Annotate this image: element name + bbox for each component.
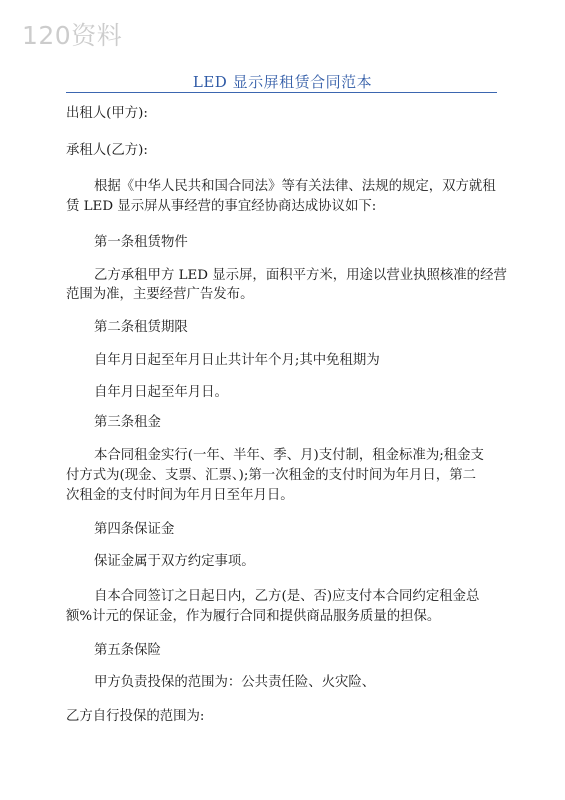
- article-1-line-2: 范围为准，主要经营广告发布。: [66, 287, 254, 302]
- title-underline: [66, 92, 497, 93]
- article-2-line-1: 自年月日起至年月日止共计年个月;其中免租期为: [94, 353, 380, 368]
- article-4-line-3: 额%计元的保证金，作为履行合同和提供商品服务质量的担保。: [66, 609, 441, 624]
- lessee-line: 承租人(乙方):: [66, 143, 148, 158]
- article-3-heading: 第三条租金: [94, 415, 161, 430]
- preamble-line-1: 根据《中华人民共和国合同法》等有关法律、法规的规定，双方就租: [94, 179, 496, 194]
- watermark-logo: 120资料: [22, 21, 123, 50]
- article-5-line-2: 乙方自行投保的范围为:: [66, 709, 205, 724]
- article-5-heading: 第五条保险: [94, 643, 161, 658]
- lessor-line: 出租人(甲方):: [66, 106, 148, 121]
- article-5-line-1: 甲方负责投保的范围为：公共责任险、火灾险、: [94, 675, 376, 690]
- article-2-line-2: 自年月日起至年月日。: [94, 385, 228, 400]
- document-title: LED 显示屏租赁合同范本: [192, 73, 373, 91]
- article-1-heading: 第一条租赁物件: [94, 235, 188, 250]
- article-4-heading: 第四条保证金: [94, 522, 175, 537]
- article-1-line-1: 乙方承租甲方 LED 显示屏，面积平方米，用途以营业执照核准的经营: [94, 268, 507, 283]
- article-3-line-1: 本合同租金实行(一年、半年、季、月)支付制，租金标准为;租金支: [94, 448, 484, 463]
- preamble-line-2: 赁 LED 显示屏从事经营的事宜经协商达成协议如下:: [66, 199, 377, 214]
- article-3-line-3: 次租金的支付时间为年月日至年月日。: [66, 488, 294, 503]
- article-3-line-2: 付方式为(现金、支票、汇票、);第一次租金的支付时间为年月日，第二: [66, 468, 476, 483]
- article-2-heading: 第二条租赁期限: [94, 320, 188, 335]
- article-4-line-2: 自本合同签订之日起日内，乙方(是、否)应支付本合同约定租金总: [94, 589, 480, 604]
- article-4-line-1: 保证金属于双方约定事项。: [94, 554, 255, 569]
